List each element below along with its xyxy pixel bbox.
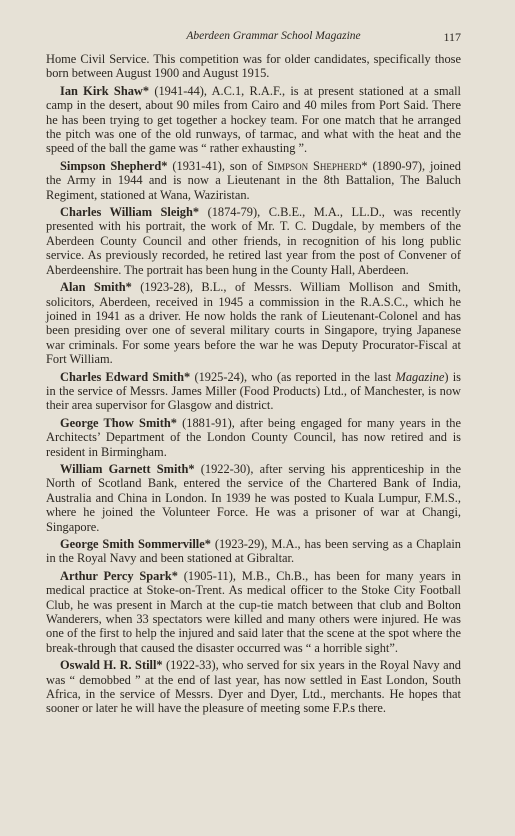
- entry-name: George Smith Sommerville*: [60, 537, 211, 551]
- entry-text: (1941-44), A.C.1, R.A.F., is at present stationed at a small camp in the desert, about 90 miles from Cairo and 40 miles from Port Said. There he has been trying to get together a hockey team. For one match that he arranged the pitch was one of the old runways, of tarmac, and what with the heat and the speed of the ball the game was “ rather exhausting ”.: [46, 83, 461, 156]
- entry-text: (1923-28), B.L., of Messrs. William Mollison and Smith, solicitors, Aberdeen, received in 1945 a commission in the R.A.S.C., which he joined in 1941 as a driver. He now holds the rank of Lieutenant-Colonel and has been presiding over one of several military courts in Singapore, trying Japanese war criminals. For some years before the war he was Deputy Procurator-Fiscal at Fort William.: [46, 280, 461, 367]
- entry-italic-title: Magazine: [395, 369, 445, 384]
- entry-text: (1874-79), C.B.E., M.A., LL.D., was recently presented with his portrait, the work of Mr. T. C. Dugdale, by members of the Aberdeen County Council and other friends, in recognition of his long public service. As previously recorded, he retired last year from the post of Convener of Aberdeenshire. The portrait has been hung in the County Hall, Aberdeen.: [46, 205, 461, 277]
- entry-simpson-shepherd: [46, 159, 461, 202]
- entry-text: (1923-29), M.A., has been serving as a Chaplain in the Royal Navy and been stationed at Gibraltar.: [46, 537, 461, 566]
- entry-text: (1922-30), after serving his apprenticeship in the North of Scotland Bank, entered the service of the Chartered Bank of India, Australia and China in London. In 1939 he was posted to Kuala Lumpur, F.M.S., where he joined the Volunteer Force. He was a prisoner of war at Changi, Singapore.: [46, 461, 461, 534]
- entry-william-garnett-smith: [46, 462, 461, 534]
- entry-george-thow-smith: [46, 416, 461, 459]
- entry-charles-edward-smith: [46, 370, 461, 413]
- entry-text: (1922-33), who served for six years in the Royal Navy and was “ demobbed ” at the end of last year, has now settled in East London, South Africa, in the service of Messrs. Dyer and Dyer, Ltd., merchants. He hopes that sooner or later he will have the pleasure of meeting some F.P.s there.: [46, 658, 461, 716]
- entry-small-caps-name: Simpson Shepherd*: [267, 158, 368, 173]
- entry-text: (1925-24), who (as reported in the last: [190, 369, 396, 384]
- entry-name: Oswald H. R. Still*: [60, 658, 163, 673]
- entry-alan-smith: [46, 280, 461, 366]
- entry-george-smith-sommerville: [46, 537, 461, 566]
- entry-name: George Thow Smith*: [60, 415, 177, 430]
- entry-text: (1931-41), son of: [167, 158, 268, 173]
- running-header: [46, 30, 461, 52]
- entry-name: Charles Edward Smith*: [60, 369, 191, 384]
- magazine-title: Aberdeen Grammar School Magazine: [186, 30, 361, 42]
- entry-name: Charles William Sleigh*: [60, 205, 200, 220]
- entry-name: Arthur Percy Spark*: [60, 568, 178, 583]
- entry-name: Simpson Shepherd*: [60, 158, 168, 173]
- entry-text: ) is in the service of Messrs. James Miller (Food Products) Ltd., of Manchester, is now their area supervisor for Glasgow and district.: [46, 369, 461, 413]
- entry-name: William Garnett Smith*: [60, 461, 195, 476]
- page-number: 117: [443, 30, 461, 44]
- continuation-paragraph: Home Civil Service. This competition was for older candidates, specifically those born between August 1900 and August 1915.: [46, 52, 461, 81]
- entry-ian-kirk-shaw: [46, 84, 461, 156]
- entry-name: Ian Kirk Shaw*: [60, 83, 150, 98]
- entry-arthur-percy-spark: [46, 569, 461, 655]
- entry-text: (1905-11), M.B., Ch.B., has been for many years in medical practice at Stoke-on-Trent. As medical officer to the Stoke City Football Club, he was present in March at the cup-tie match between that club and Bolton Wanderers, when 33 spectators were killed and many others were injured. He was one of the first to help the injured and said later that the scene at the spot where the break-through that caused the disaster occurred was “ a horrible sight”.: [46, 568, 461, 655]
- entry-oswald-still: [46, 658, 461, 716]
- article-body: [46, 52, 461, 716]
- entry-text: (1881-91), after being engaged for many years in the Architects’ Department of the London County Council, has now retired and is resident in Birmingham.: [46, 415, 461, 459]
- entry-text: (1890-97), joined the Army in 1944 and is now a Lieutenant in the 8th Battalion, The Baluch Regiment, stationed at Wana, Waziristan.: [46, 158, 461, 202]
- entry-charles-william-sleigh: [46, 205, 461, 277]
- entry-name: Alan Smith*: [60, 280, 132, 295]
